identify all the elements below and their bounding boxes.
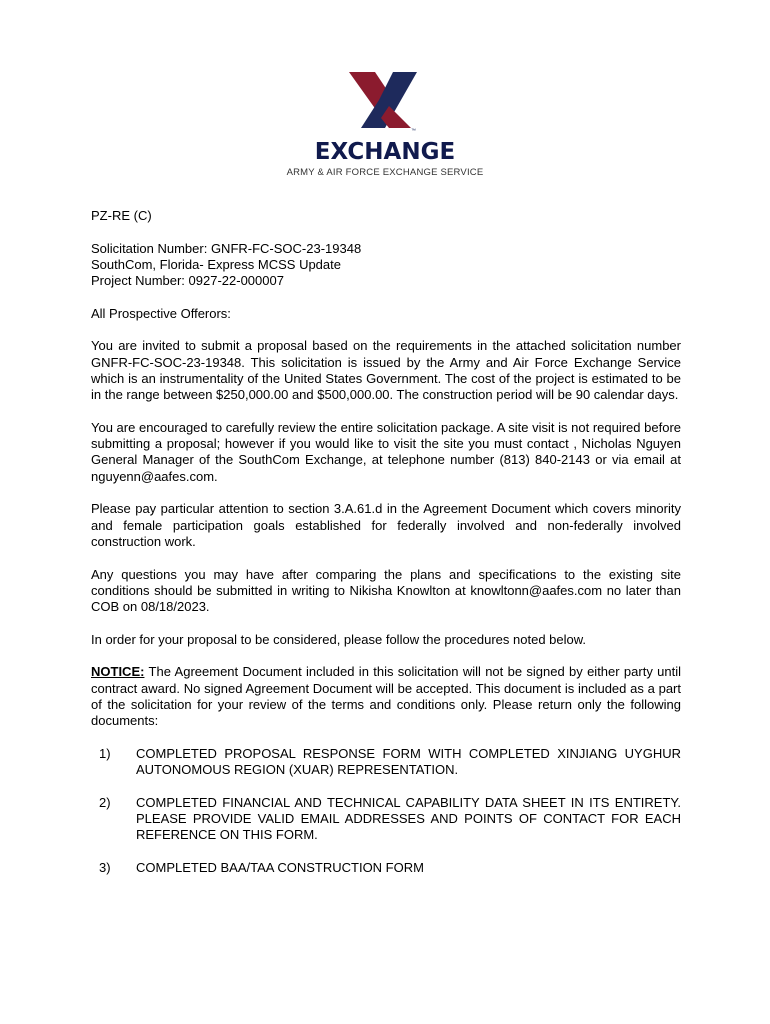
solicitation-block [91,241,681,290]
paragraph-participation: Please pay particular attention to section 3.A.61.d in the Agreement Document which covers minority and female participation goals established for federally involved and non-federally involved construction work. [91,501,681,549]
brand-subtitle: ARMY & AIR FORCE EXCHANGE SERVICE [286,167,484,178]
list-item-number: 1) [99,745,111,761]
list-item [91,795,681,844]
exchange-x-logo-icon [345,70,425,140]
required-documents-list [91,746,681,876]
letter-body [91,208,681,892]
reference-code: PZ-RE (C) [91,208,152,223]
paragraph-site-visit: You are encouraged to carefully review the entire solicitation package. A site visit is not required before submitting a proposal; however if you would like to visit the site you must contact , Nicholas Nguyen General Manager of the SouthCom Exchange, at telephone number (813) 840-2143 or via email at nguyenn@aafes.com. [91,419,681,484]
list-item [91,746,681,779]
list-item-number: 3) [99,859,111,875]
list-item-text: COMPLETED BAA/TAA CONSTRUCTION FORM [136,859,424,875]
project-name: SouthCom, Florida- Express MCSS Update [91,256,341,272]
paragraph-notice [91,664,681,729]
trademark-symbol: ™ [411,128,416,134]
list-item [91,860,681,876]
notice-label: NOTICE: [91,664,145,680]
brand-name: EXCHANGE [314,139,456,165]
letterhead [0,70,770,178]
solicitation-number: Solicitation Number: GNFR-FC-SOC-23-19348 [91,240,362,256]
paragraph-procedures: In order for your proposal to be considered, please follow the procedures noted below. [91,631,587,647]
paragraph-invitation: You are invited to submit a proposal based on the requirements in the attached solicitation number GNFR-FC-SOC-23-19348. This solicitation is issued by the Army and Air Force Exchange Service which is an instrumentality of the United States Government. The cost of the project is estimated to be in the range between $250,000.00 and $500,000.00. The construction period will be 90 calendar days. [91,338,681,403]
project-number: Project Number: 0927-22-000007 [91,273,284,289]
paragraph-questions: Any questions you may have after comparing the plans and specifications to the existing site conditions should be submitted in writing to Nikisha Knowlton at knowltonn@aafes.com no later than COB on 08/18/2023. [91,566,681,615]
salutation: All Prospective Offerors: [91,305,231,321]
list-item-text: COMPLETED FINANCIAL AND TECHNICAL CAPABILITY DATA SHEET IN ITS ENTIRETY. PLEASE PROVIDE VALID EMAIL ADDRESSES AND POINTS OF CONTACT FOR EACH REFERENCE ON THIS FORM. [136,794,681,843]
list-item-number: 2) [99,794,111,810]
notice-text: The Agreement Document included in this solicitation will not be signed by either party until contract award. No signed Agreement Document will be accepted. This document is included as a part of the solicitation for your review of the terms and conditions only. Please return only the following documents: [91,664,681,729]
list-item-text: COMPLETED PROPOSAL RESPONSE FORM WITH COMPLETED XINJIANG UYGHUR AUTONOMOUS REGION (XUAR) REPRESENTATION. [136,745,681,778]
